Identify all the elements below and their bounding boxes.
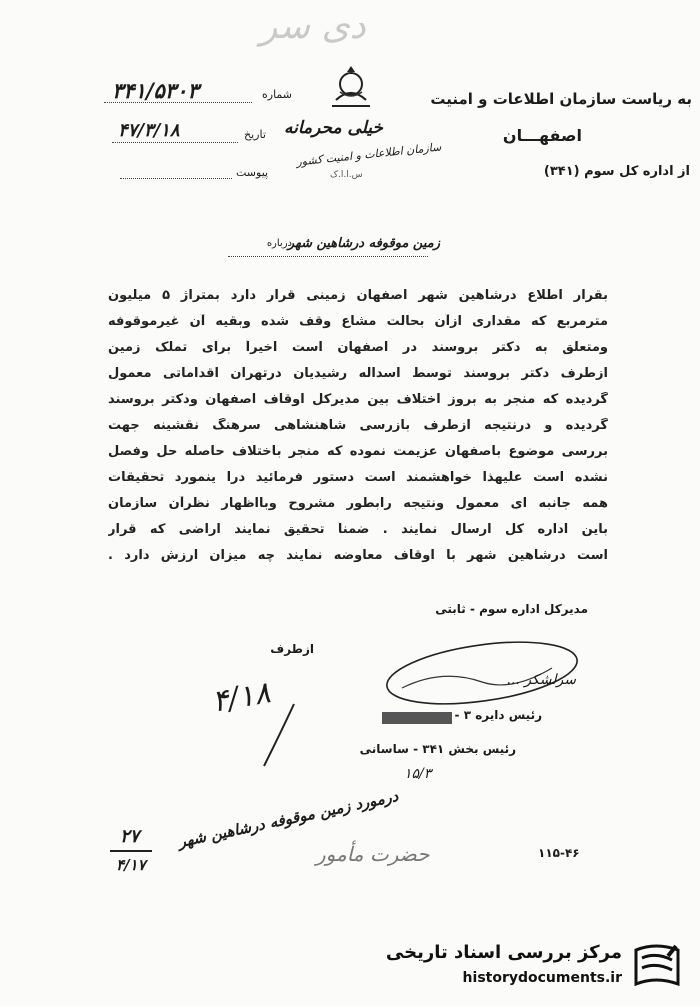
watermark-url: historydocuments.ir bbox=[462, 970, 622, 986]
attachment-label: پیوست bbox=[236, 166, 269, 179]
margin-slash-mark bbox=[250, 700, 310, 770]
handwritten-signature: سرلشکر ... bbox=[506, 672, 576, 688]
subject-text: زمین موقوفه درشاهین شهر bbox=[287, 236, 440, 251]
bottom-left-note-top: ۲۷ bbox=[120, 826, 140, 847]
body-line-10: باین اداره کل ارسال نمایند . ضمناً تحقیق نمایند اراضی که قرار bbox=[108, 522, 608, 537]
body-line-8: نشده است علیهذا خواهشمند است دستور فرمائید درا ینمورد تحقیقات bbox=[108, 470, 608, 485]
page-code: ۱۱۵-۴۶ bbox=[538, 846, 580, 860]
secrecy-stamp: خیلی محرمانه bbox=[284, 118, 383, 138]
body-line-9: همه جانبه ای معمول ونتیجه رابطور مشروح وبااظهار نظرآن سازمان bbox=[108, 496, 608, 511]
letter-number: ۳۴۱/۵۳۰۳ bbox=[112, 78, 199, 103]
body-line-5: گردیده که منجر به بروز اختلاف بین مدیرکل اوقاف اصفهان ودکتر بروسند bbox=[108, 392, 608, 407]
margin-scribble: حضرت مأمور bbox=[316, 842, 430, 866]
bottom-left-note-bottom: ۴/۱۷ bbox=[116, 856, 146, 874]
watermark bbox=[385, 936, 690, 994]
number-rule bbox=[104, 102, 252, 103]
letter-date: ۴۷/۳/۱۸ bbox=[118, 120, 180, 141]
classification-stamp: دی سر bbox=[260, 6, 366, 47]
addressee: به ریاست سازمان اطلاعات و امنیت bbox=[430, 90, 692, 108]
body-line-11: است درشاهین شهر با اوقاف معاوضه نمایند چه میزان ارزش دارد . bbox=[108, 548, 608, 563]
lion-and-sun-emblem-icon bbox=[322, 62, 380, 114]
body-line-4: ازطرف دکتر بروسند توسط اسداله رشیدیان درتهران اقداماتی معمول bbox=[108, 366, 608, 381]
margin-lower-note: درمورد زمین موقوفه درشاهین شهر bbox=[176, 786, 400, 852]
number-label: شماره bbox=[262, 88, 293, 101]
bottom-left-rule bbox=[110, 850, 152, 852]
attachment-rule bbox=[120, 178, 232, 179]
body-line-7: بررسی موضوع باصفهان عزیمت نموده که منجر باختلاف حاصله حل وفصل bbox=[108, 444, 608, 459]
body-line-3: ومتعلق به دکتر بروسند در اصفهان است اخیراً برای تملک زمین bbox=[108, 340, 608, 355]
city-name: اصفهـــان bbox=[502, 126, 582, 145]
chief-dept-3: رئیس دایره ۳ - bbox=[454, 708, 542, 722]
on-behalf-label: ازطرف bbox=[270, 642, 314, 656]
body-line-1: بقرار اطلاع درشاهین شهر اصفهان زمینی قرار دارد بمتراژ ۵ میلیون bbox=[108, 288, 608, 303]
from-office: از اداره کل سوم (۳۴۱) bbox=[543, 164, 690, 179]
subject-label: درباره bbox=[266, 238, 292, 249]
margin-note-15: ۱۵/۳ bbox=[404, 766, 432, 782]
date-rule bbox=[112, 142, 238, 143]
org-stamp-ref: س.ا.ا.ک bbox=[330, 170, 363, 180]
date-label: تاریخ bbox=[244, 128, 266, 141]
subject-rule bbox=[228, 256, 428, 257]
body-line-2: مترمربع که مقداری ازآن بحالت مشاع وقف شده وبقیه آن غیرموقوفه bbox=[108, 314, 608, 329]
chief-section-341: رئیس بخش ۳۴۱ - ساسانی bbox=[359, 742, 516, 756]
redaction-bar bbox=[382, 712, 452, 724]
watermark-title: مرکز بررسی اسناد تاریخی bbox=[385, 942, 622, 963]
org-stamp: سازمان اطلاعات و امنیت کشور bbox=[295, 140, 442, 169]
margin-date-note: ۴/۱۸ bbox=[209, 675, 274, 720]
body-line-6: گردیده و درنتیجه ازطرف بازرسی شاهنشاهی سرهنگ نقشینه جهت bbox=[108, 418, 608, 433]
signer-title: مدیرکل اداره سوم - ثابتی bbox=[435, 602, 588, 616]
archive-book-logo-icon bbox=[630, 940, 684, 990]
